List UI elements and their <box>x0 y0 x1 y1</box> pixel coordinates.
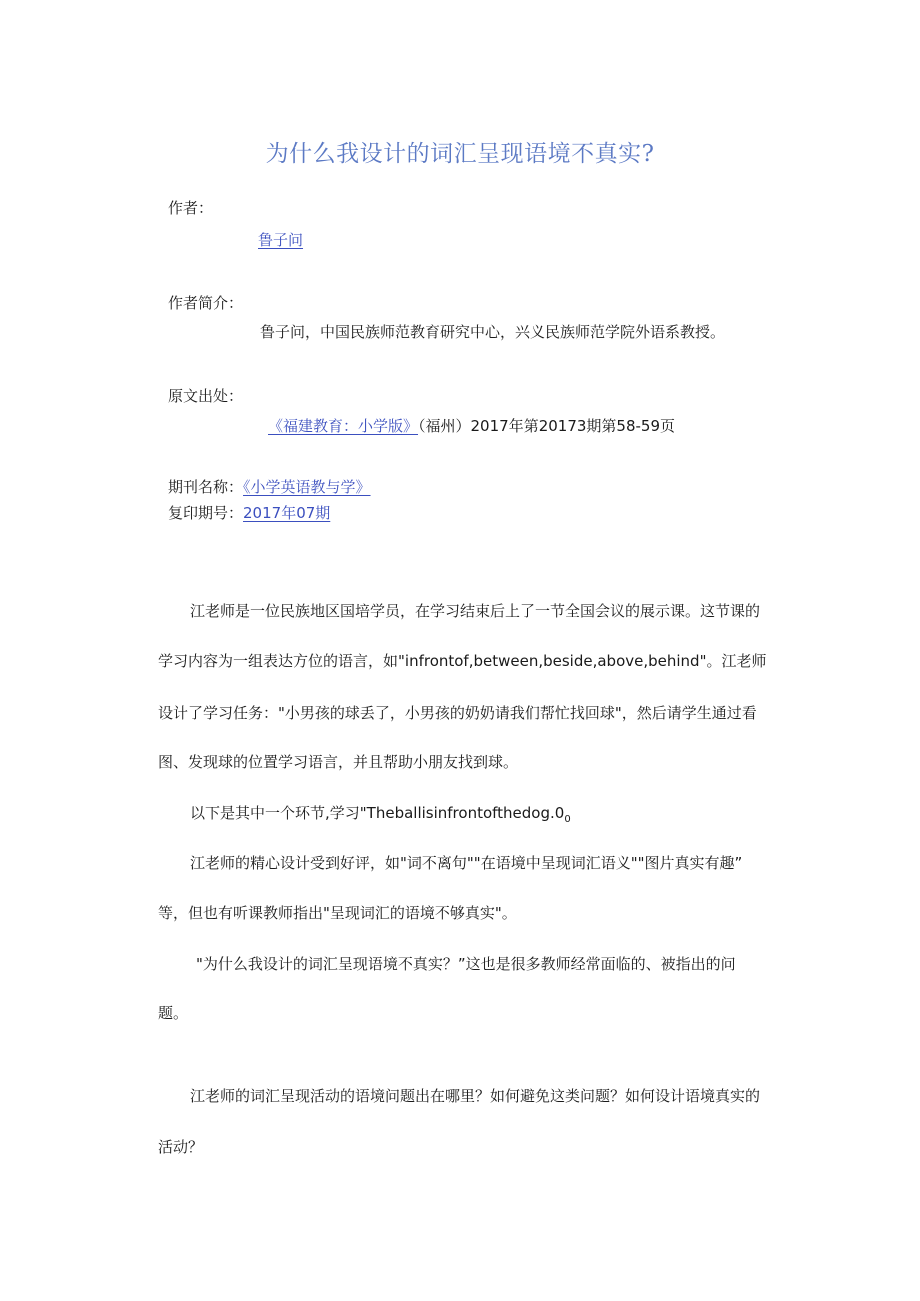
body-line: 江老师的精心设计受到好评，如"词不离句""在语境中呈现词汇语义""图片真实有趣” <box>190 854 743 872</box>
body-line: "为什么我设计的词汇呈现语境不真实？”这也是很多教师经常面临的、被指出的问 <box>196 955 736 973</box>
bio-text: 鲁子问，中国民族师范教育研究中心，兴义民族师范学院外语系教授。 <box>260 323 726 341</box>
body-line: 题。 <box>158 1004 189 1022</box>
body-example-text: 以下是其中一个环节,学习"Theballisinfrontofthedog.0 <box>190 804 565 822</box>
author-label: 作者： <box>168 199 214 217</box>
body-example-subscript: 0 <box>564 814 571 825</box>
page-title: 为什么我设计的词汇呈现语境不真实? <box>265 141 655 167</box>
issue-number-link[interactable]: 2017年07期 <box>243 504 331 522</box>
issue-label: 复印期号： <box>168 504 244 522</box>
bio-label: 作者简介： <box>168 294 244 312</box>
journal-label: 期刊名称： <box>168 478 244 496</box>
body-line: 江老师是一位民族地区国培学员，在学习结束后上了一节全国会议的展示课。这节课的 <box>190 602 761 620</box>
body-line: 学习内容为一组表达方位的语言，如"infrontof,between,beside,above,behind"。江老师 <box>158 652 767 670</box>
body-line: 图、发现球的位置学习语言，并且帮助小朋友找到球。 <box>158 753 519 771</box>
journal-line <box>168 477 371 497</box>
body-line: 等，但也有听课教师指出"呈现词汇的语境不够真实"。 <box>158 904 517 922</box>
issue-line <box>168 503 330 523</box>
body-example-line <box>190 803 571 830</box>
body-line: 设计了学习任务："小男孩的球丢了，小男孩的奶奶请我们帮忙找回球"，然后请学生通过看 <box>158 704 757 722</box>
source-details: （福州）2017年第20173期第58-59页 <box>418 417 675 435</box>
body-line: 活动？ <box>158 1138 204 1156</box>
body-line: 江老师的词汇呈现活动的语境问题出在哪里？如何避免这类问题？如何设计语境真实的 <box>190 1087 761 1105</box>
journal-name-link[interactable]: 《小学英语教与学》 <box>243 478 371 496</box>
author-name-link[interactable]: 鲁子问 <box>258 231 304 249</box>
source-line <box>268 416 675 436</box>
source-label: 原文出处： <box>168 387 244 405</box>
source-journal-link[interactable]: 《福建教育：小学版》 <box>268 417 419 435</box>
